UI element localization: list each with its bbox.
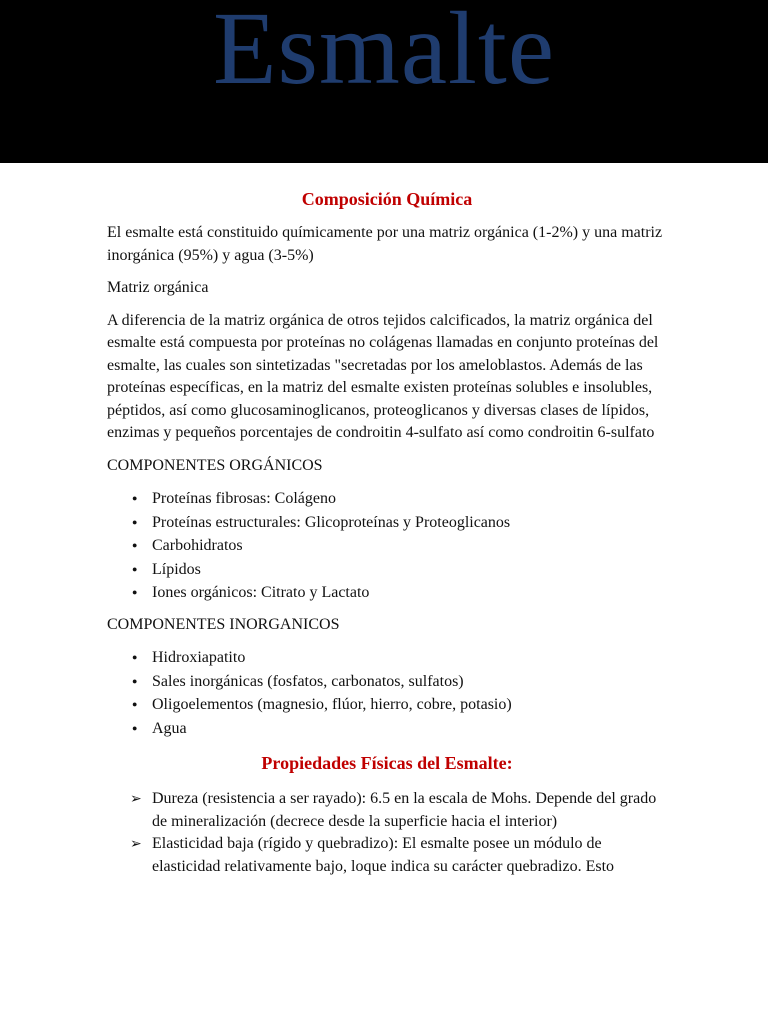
section-heading-composition: Composición Química xyxy=(301,189,473,209)
inorganic-components-title: COMPONENTES INORGANICOS xyxy=(107,615,340,633)
subheading-organic-matrix: Matriz orgánica xyxy=(107,279,209,296)
list-item: ● Agua xyxy=(152,717,667,741)
list-item: ● Lípidos xyxy=(152,558,667,582)
document-title: Esmalte xyxy=(212,0,555,106)
list-item xyxy=(130,788,667,833)
list-item: ● Oligoelementos (magnesio, flúor, hierro, cobre, potasio) xyxy=(152,693,667,717)
document-body xyxy=(107,186,667,878)
arrow-bullet-icon: ➢ xyxy=(130,791,142,807)
organic-matrix-paragraph: A diferencia de la matriz orgánica de otros tejidos calcificados, la matriz orgánica del esmalte está compuesta por proteínas no colágenas llamadas en conjunto proteínas del esmalte, las cuales son sintetizadas "secretadas por los ameloblastos. Además de las proteínas específicas, en la matriz del esmalte existen proteínas solubles e insolubles, péptidos, así como glucosaminoglicanos, proteoglicanos y diversas clases de lípidos, enzimas y pequeños porcentajes de condroitin 4-sulfato así como condroitin 6-sulfato xyxy=(107,311,659,441)
list-item: ● Sales inorgánicas (fosfatos, carbonatos, sulfatos) xyxy=(152,670,667,694)
list-item: ● Proteínas fibrosas: Colágeno xyxy=(152,487,667,511)
arrow-bullet-icon: ➢ xyxy=(130,836,142,852)
section-heading-physical-properties: Propiedades Físicas del Esmalte: xyxy=(261,753,513,773)
title-banner xyxy=(0,0,768,163)
organic-components-list xyxy=(107,487,667,605)
list-item: ● Iones orgánicos: Citrato y Lactato xyxy=(152,581,667,605)
organic-components-title: COMPONENTES ORGÁNICOS xyxy=(107,456,323,474)
list-item: ● Hidroxiapatito xyxy=(152,646,667,670)
physical-properties-list xyxy=(107,788,667,878)
list-item: ● Proteínas estructurales: Glicoproteínas y Proteoglicanos xyxy=(152,511,667,535)
list-item xyxy=(130,833,667,878)
list-item-text: Dureza (resistencia a ser rayado): 6.5 en la escala de Mohs. Depende del grado de mineralización (decrece desde la superficie hacia el interior) xyxy=(152,790,657,830)
list-item: ● Carbohidratos xyxy=(152,534,667,558)
list-item-text: Elasticidad baja (rígido y quebradizo): El esmalte posee un módulo de elasticidad relativamente bajo, loque indica su carácter quebradizo. Esto xyxy=(152,835,615,875)
inorganic-components-list xyxy=(107,646,667,740)
intro-paragraph: El esmalte está constituido químicamente por una matriz orgánica (1-2%) y una matriz inorgánica (95%) y agua (3-5%) xyxy=(107,224,663,264)
